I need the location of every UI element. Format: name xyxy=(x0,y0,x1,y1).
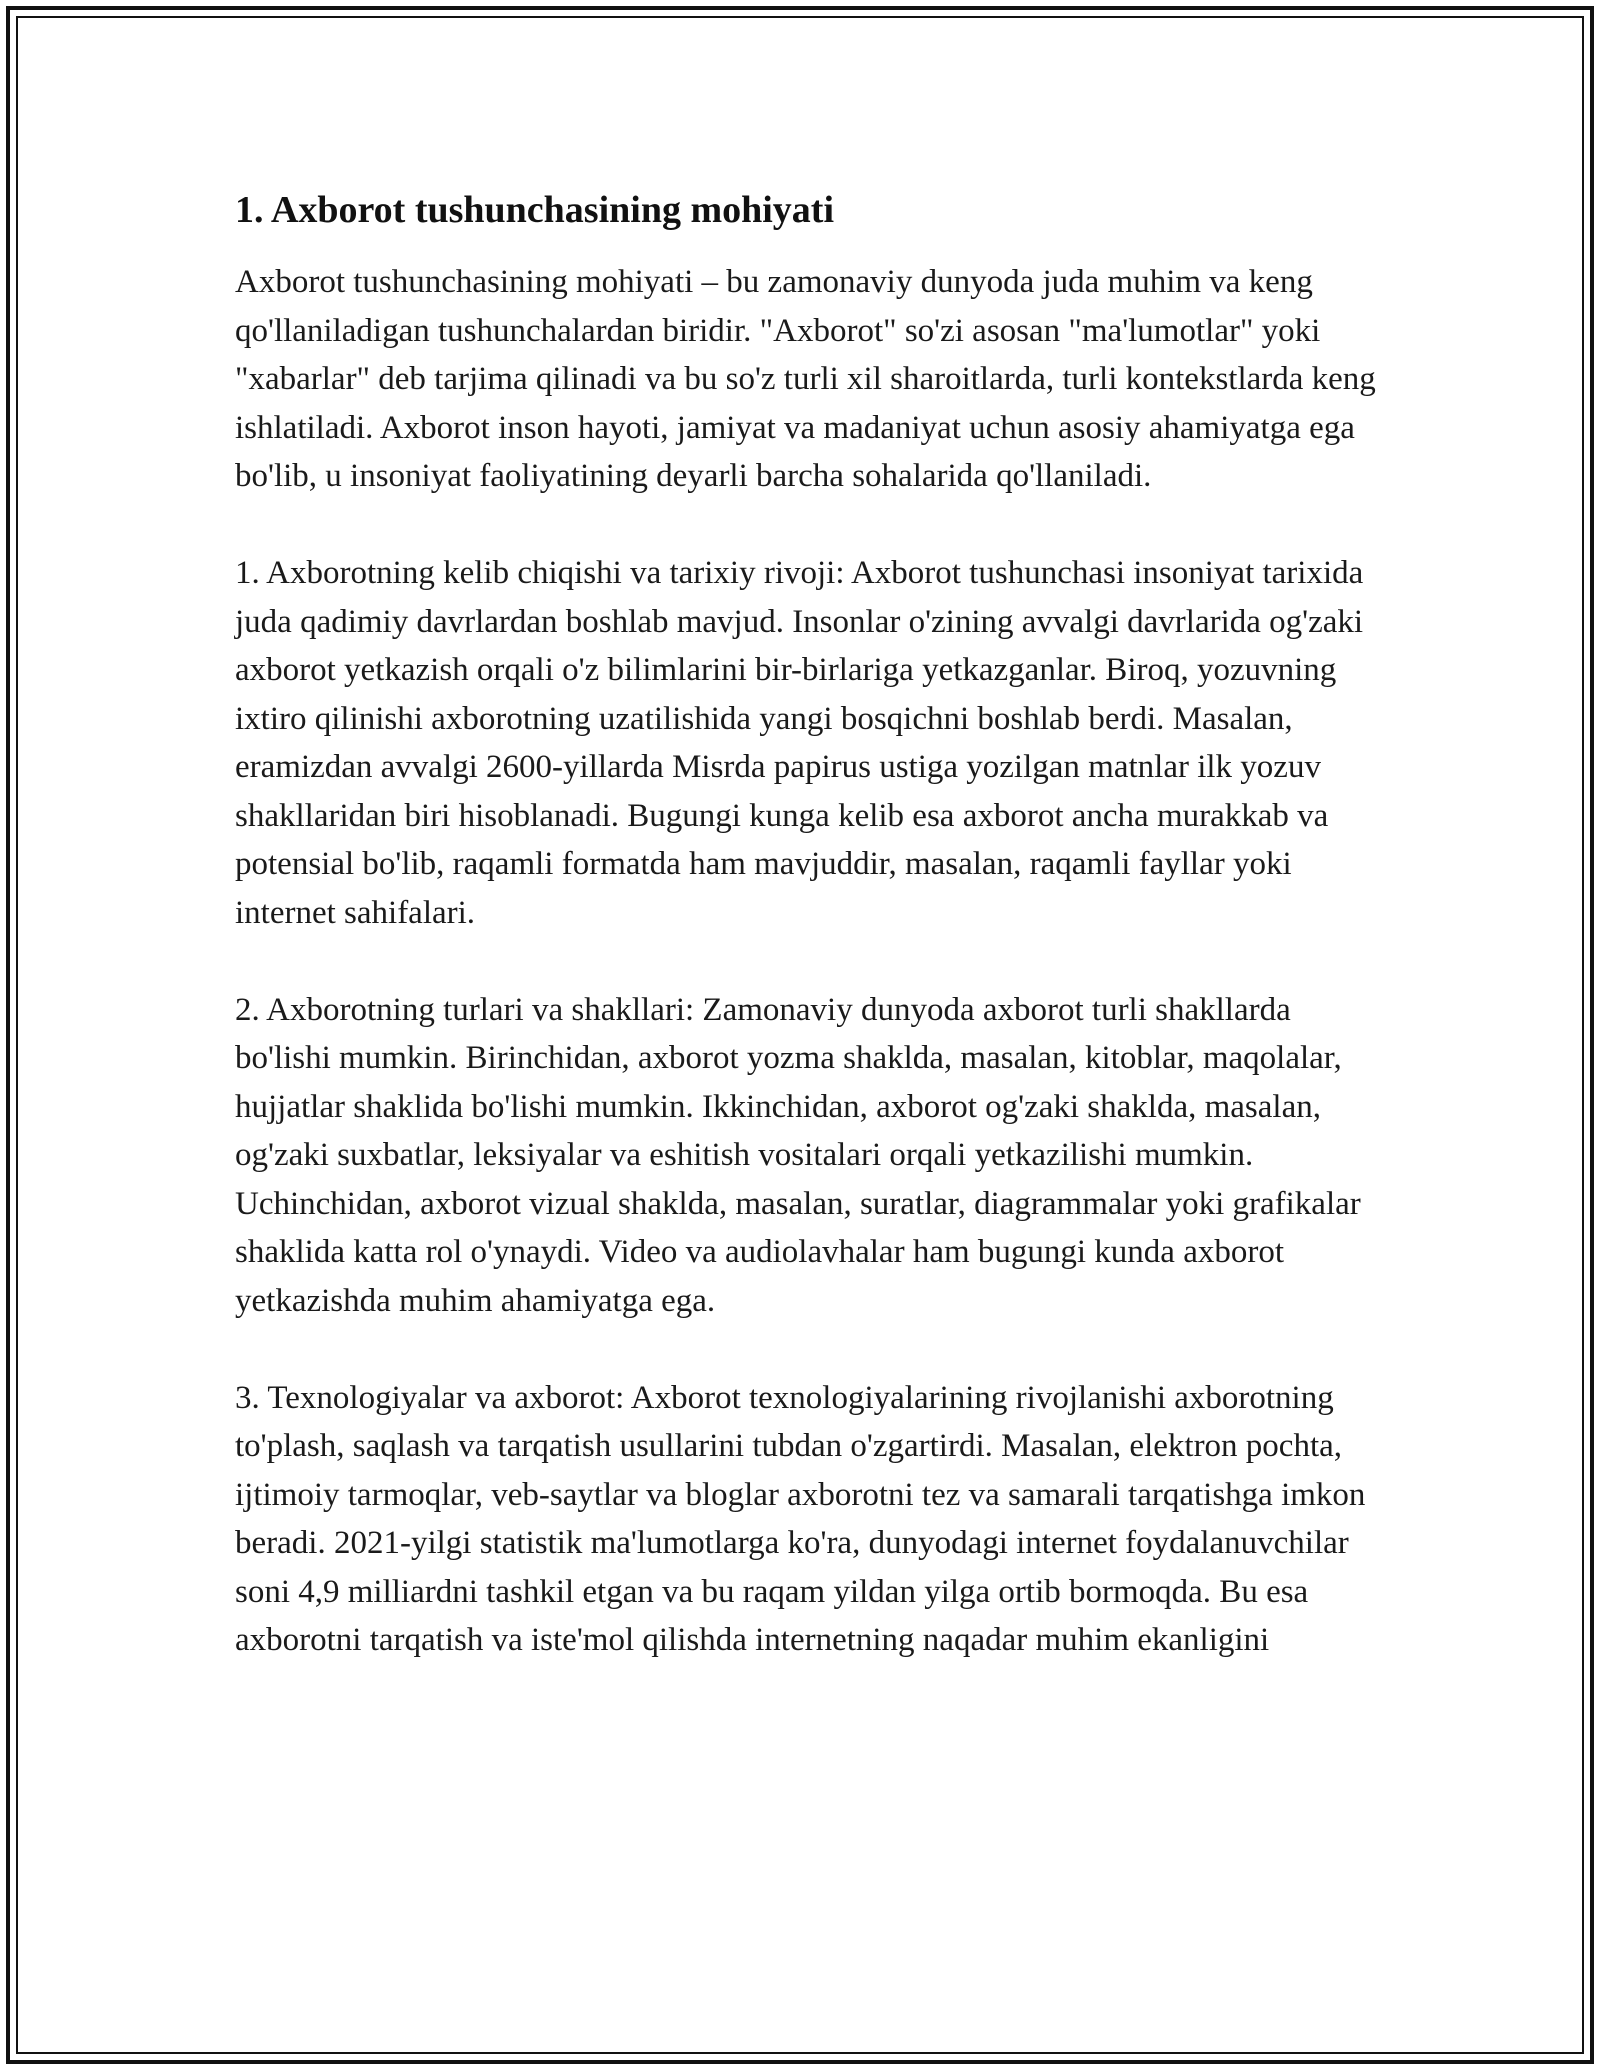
document-body xyxy=(235,186,1385,1713)
section-heading: 1. Axborot tushunchasining mohiyati xyxy=(235,189,835,231)
technology-paragraph: 3. Texnologiyalar va axborot: Axborot texnologiyalarining rivojlanishi axborotning to'plash, saqlash va tarqatish usullarini tubdan o'zgartirdi. Masalan, elektron pochta, ijtimoiy tarmoqlar, veb-saytlar va bloglar axborotni tez va samarali tarqatishga imkon beradi. 2021-yilgi statistik ma'lumotlarga ko'ra, dunyodagi internet foydalanuvchilar soni 4,9 milliardni tashkil etgan va bu raqam yildan yilga ortib bormoqda. Bu esa axborotni tarqatish va iste'mol qilishda internetning naqadar muhim ekanligini xyxy=(235,1379,1366,1658)
history-paragraph: 1. Axborotning kelib chiqishi va tarixiy rivoji: Axborot tushunchasi insoniyat tarixida juda qadimiy davrlardan boshlab mavjud. Insonlar o'zining avvalgi davrlarida og'zaki axborot yetkazish orqali o'z bilimlarini bir-birlariga yetkazganlar. Biroq, yozuvning ixtiro qilinishi axborotning uzatilishida yangi bosqichni boshlab berdi. Masalan, eramizdan avvalgi 2600-yillarda Misrda papirus ustiga yozilgan matnlar ilk yozuv shakllaridan biri hisoblanadi. Bugungi kunga kelib esa axborot ancha murakkab va potensial bo'lib, raqamli formatda ham mavjuddir, masalan, raqamli fayllar yoki internet sahifalari. xyxy=(235,555,1364,931)
types-paragraph: 2. Axborotning turlari va shakllari: Zamonaviy dunyoda axborot turli shakllarda bo'lishi mumkin. Birinchidan, axborot yozma shaklda, masalan, kitoblar, maqolalar, hujjatlar shaklida bo'lishi mumkin. Ikkinchidan, axborot og'zaki shaklda, masalan, og'zaki suxbatlar, leksiyalar va eshitish vositalari orqali yetkazilishi mumkin. Uchinchidan, axborot vizual shaklda, masalan, suratlar, diagrammalar yoki grafikalar shaklida katta rol o'ynaydi. Video va audiolavhalar ham bugungi kunda axborot yetkazishda muhim ahamiyatga ega. xyxy=(235,991,1361,1319)
intro-paragraph: Axborot tushunchasining mohiyati – bu zamonaviy dunyoda juda muhim va keng qo'llaniladigan tushunchalardan biridir. "Axborot" so'zi asosan "ma'lumotlar" yoki "xabarlar" deb tarjima qilinadi va bu so'z turli xil sharoitlarda, turli kontekstlarda keng ishlatiladi. Axborot inson hayoti, jamiyat va madaniyat uchun asosiy ahamiyatga ega bo'lib, u insoniyat faoliyatining deyarli barcha sohalarida qo'llaniladi. xyxy=(235,264,1376,494)
